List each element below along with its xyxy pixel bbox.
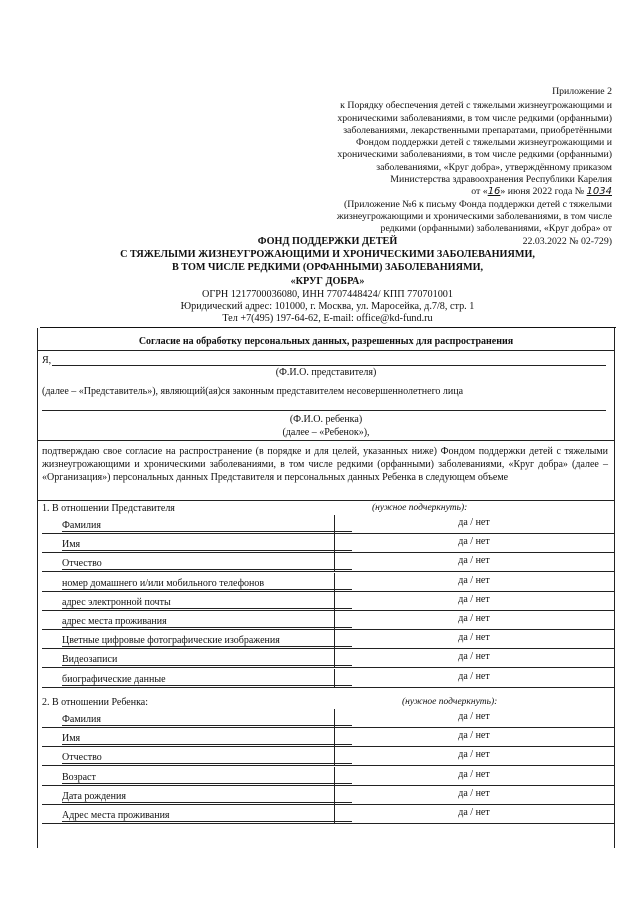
representative-caption: (Ф.И.О. представителя) [275, 367, 377, 378]
yes-no-choice[interactable]: да / нет [458, 555, 490, 567]
table-row [42, 534, 614, 553]
table-row [42, 649, 614, 668]
appendix-line: заболеваниями, лекарственными препаратами, приобретёнными [343, 124, 612, 136]
yes-no-choice[interactable]: да / нет [458, 670, 490, 682]
fund-title-line: «КРУГ ДОБРА» [290, 275, 365, 287]
section-child-header [42, 697, 610, 709]
fund-contacts: Тел +7(495) 197-64-62, E-mail: office@kd-fund.ru [222, 313, 433, 325]
divider [38, 440, 614, 441]
yes-no-choice[interactable]: да / нет [458, 711, 490, 722]
yes-no-choice[interactable]: да / нет [458, 536, 490, 548]
fund-header [40, 235, 615, 325]
appendix-line: Фондом поддержки детей с тяжелыми жизнеугрожающими и [355, 137, 612, 149]
fund-registration: ОГРН 1217700036080, ИНН 7707448424/ КПП 770701001 [202, 288, 453, 300]
appendix-line: заболеваниями, «Круг добра», утверждённому приказом [376, 161, 612, 173]
order-date-line [250, 186, 612, 198]
yes-no-choice[interactable]: да / нет [458, 517, 490, 528]
table-row [42, 553, 614, 572]
appendix-line: Министерства здравоохранения Республики Карелия [390, 174, 612, 186]
table-row [42, 728, 614, 747]
appendix-line: к Порядку обеспечения детей с тяжелыми жизнеугрожающими и [340, 100, 612, 112]
child-note: (далее – «Ребенок»), [282, 427, 370, 438]
section-title: 2. В отношении Ребенка: [42, 697, 148, 708]
yes-no-choice[interactable]: да / нет [458, 613, 490, 624]
fund-title-line: С ТЯЖЕЛЫМИ ЖИЗНЕУГРОЖАЮЩИМИ И ХРОНИЧЕСКИМИ ЗАБОЛЕВАНИЯМИ, [120, 249, 535, 261]
table-row [42, 630, 614, 649]
fund-address: Юридический адрес: 101000, г. Москва, ул. Маросейка, д.7/8, стр. 1 [180, 301, 475, 313]
table-row [42, 805, 614, 824]
table-row [42, 786, 614, 805]
row-label: Фамилия [62, 520, 352, 532]
representative-name-field[interactable] [52, 365, 606, 366]
table-row [42, 747, 614, 766]
section-representative-header [42, 503, 610, 515]
appendix-line: хроническими заболеваниями, в том числе редкими (орфанными) [337, 112, 612, 124]
yes-no-choice[interactable]: да / нет [458, 632, 490, 644]
appendix-note-line: жизнеугрожающими и хроническими заболеваниями, в том числе [336, 210, 612, 222]
child-caption: (Ф.И.О. ребенка) [289, 414, 363, 425]
i-label: Я, [42, 355, 52, 366]
table-row [42, 669, 614, 688]
representative-text: (далее – «Представитель»), являющий(ая)ся законным представителем несовершеннолетнего лица [42, 386, 464, 397]
row-label: Возраст [62, 772, 352, 784]
table-row [42, 611, 614, 630]
row-label: Имя [62, 733, 352, 745]
consent-form [37, 328, 615, 848]
handwritten-day: 16 [487, 186, 501, 198]
divider [38, 350, 614, 351]
consent-paragraph: подтверждаю свое согласие на распространение (в порядке и для целей, указанных ниже) Фондом поддержки детей с тяжелыми жизнеугрожающими и хроническими заболеваниями, в том числе редкими (орфанными) заболеваниями, «Круг добра» (далее – «Организация») персональных данных Представителя и персональных данных Ребенка в следующем объеме [42, 446, 608, 483]
date-prefix: от « [471, 186, 488, 198]
handwritten-number: 1034 [586, 186, 612, 198]
appendix-title: Приложение 2 [552, 86, 612, 97]
table-row [42, 767, 614, 786]
yes-no-choice[interactable]: да / нет [458, 787, 490, 799]
row-label: номер домашнего и/или мобильного телефонов [62, 578, 352, 590]
yes-no-choice[interactable]: да / нет [458, 807, 490, 818]
appendix-note-line: (Приложение №6 к письму Фонда поддержки детей с тяжелыми [343, 198, 612, 210]
section-hint: (нужное подчеркнуть): [372, 503, 468, 513]
table-row [42, 592, 614, 611]
row-label: Видеозаписи [62, 654, 352, 666]
yes-no-choice[interactable]: да / нет [458, 651, 490, 663]
row-label: Дата рождения [62, 791, 352, 803]
appendix-note-line: 22.03.2022 № 02-729) [522, 235, 612, 247]
yes-no-choice[interactable]: да / нет [458, 749, 490, 761]
row-label: Цветные цифровые фотографические изображения [62, 635, 352, 647]
yes-no-choice[interactable]: да / нет [458, 593, 490, 605]
section-hint: (нужное подчеркнуть): [402, 697, 498, 707]
row-label: Фамилия [62, 714, 352, 726]
child-name-field[interactable] [42, 410, 606, 411]
row-label: Отчество [62, 558, 352, 570]
section-title: 1. В отношении Представителя [42, 503, 175, 514]
row-label: Адрес места проживания [62, 810, 352, 822]
row-label: Отчество [62, 752, 352, 764]
form-title: Согласие на обработку персональных данных, разрешенных для распространения [138, 336, 514, 347]
row-label: Имя [62, 539, 352, 551]
fund-title-line: ФОНД ПОДДЕРЖКИ ДЕТЕЙ [257, 236, 398, 247]
table-row [42, 709, 614, 728]
appendix-note-line: редкими (орфанными) заболеваниями, «Круг добра» от [380, 223, 612, 235]
table-row [42, 515, 614, 534]
yes-no-choice[interactable]: да / нет [458, 768, 490, 780]
row-label: биографические данные [62, 674, 352, 686]
row-label: адрес места проживания [62, 616, 352, 628]
appendix-line: хроническими заболеваниями, в том числе редкими (орфанными) [337, 149, 612, 161]
appendix-block [250, 86, 612, 248]
fund-title-line: В ТОМ ЧИСЛЕ РЕДКИМИ (ОРФАННЫМИ) ЗАБОЛЕВАНИЯМИ, [171, 262, 484, 274]
table-row [42, 573, 614, 592]
date-mid: » июня 2022 года № [500, 186, 585, 198]
divider [38, 500, 614, 501]
yes-no-choice[interactable]: да / нет [458, 574, 490, 586]
yes-no-choice[interactable]: да / нет [458, 730, 490, 742]
row-label: адрес электронной почты [62, 597, 352, 609]
